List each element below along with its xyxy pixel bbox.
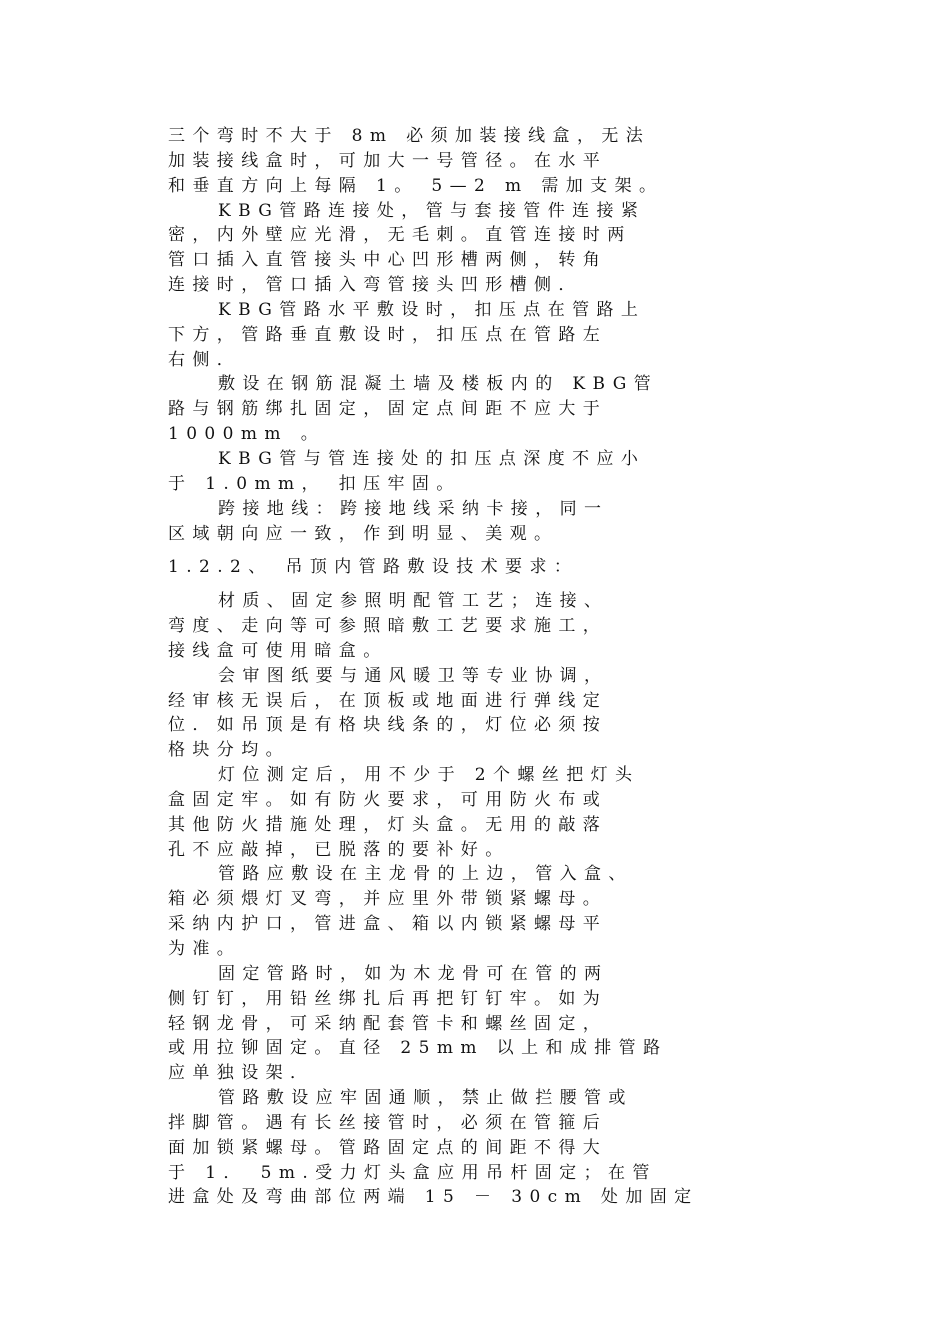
text-line: 应单独设架． bbox=[168, 1063, 315, 1084]
text-line: 侧钉钉，用铅丝绑扎后再把钉钉牢。如为 bbox=[168, 988, 608, 1009]
text-line: KBG管路水平敷设时，扣压点在管路上 bbox=[218, 299, 646, 320]
text-line: 为准。 bbox=[168, 939, 242, 959]
text-line: 进盒处及弯曲部位两端 15 － 30cm 处加固定 bbox=[168, 1187, 699, 1208]
text-line: 位．如吊顶是有格块线条的，灯位必须按 bbox=[168, 715, 608, 736]
text-line: 弯度、走向等可参照暗敷工艺要求施工， bbox=[168, 616, 608, 637]
text-line: 三个弯时不大于 8m 必须加装接线盒，无法 bbox=[168, 126, 651, 146]
text-line: 和垂直方向上每隔 1。 5—2 m 需加支架。 bbox=[168, 175, 664, 196]
text-line: 于 1． 5m.受力灯头盒应用吊杆固定；在管 bbox=[168, 1162, 657, 1183]
text-line: 其他防火措施处理，灯头盒。无用的敲落 bbox=[168, 814, 608, 835]
text-line: 路与钢筋绑扎固定，固定点间距不应大于 bbox=[168, 399, 608, 420]
section-heading: 1.2.2、 吊顶内管路敷设技术要求： bbox=[168, 557, 579, 578]
text-line: 1000mm 。 bbox=[168, 424, 326, 445]
text-line: 盒固定牢。如有防火要求，可用防火布或 bbox=[168, 789, 608, 810]
text-line: 管路应敷设在主龙骨的上边，管入盒、 bbox=[218, 864, 633, 885]
text-line: 管路敷设应牢固通顺，禁止做拦腰管或 bbox=[218, 1088, 633, 1109]
text-line: 区域朝向应一致，作到明显、美观。 bbox=[168, 523, 559, 544]
text-line: 或用拉铆固定。直径 25mm 以上和成排管路 bbox=[168, 1038, 668, 1059]
text-line: 拌脚管。遇有长丝接管时，必须在管箍后 bbox=[168, 1112, 608, 1133]
text-line: 敷设在钢筋混凝土墙及楼板内的 KBG管 bbox=[218, 374, 659, 395]
text-line: 灯位测定后，用不少于 2个螺丝把灯头 bbox=[218, 765, 640, 786]
text-line: 于 1.0mm， 扣压牢固。 bbox=[168, 473, 461, 494]
text-line: 管口插入直管接头中心凹形槽两侧，转角 bbox=[168, 250, 608, 271]
text-line: 接线盒可使用暗盒。 bbox=[168, 640, 388, 661]
text-line: 连接时，管口插入弯管接头凹形槽侧． bbox=[168, 275, 583, 296]
text-line: 采纳内护口，管进盒、箱以内锁紧螺母平 bbox=[168, 914, 608, 935]
text-line: 会审图纸要与通风暖卫等专业协调， bbox=[218, 665, 609, 686]
text-line: 孔不应敲掉，已脱落的要补好。 bbox=[168, 839, 510, 860]
text-line: 加装接线盒时，可加大一号管径。在水平 bbox=[168, 150, 608, 171]
text-line: 面加锁紧螺母。管路固定点的间距不得大 bbox=[168, 1137, 608, 1158]
text-line: KBG管与管连接处的扣压点深度不应小 bbox=[218, 448, 646, 469]
text-line: 跨接地线：跨接地线采纳卡接，同一 bbox=[218, 498, 609, 519]
text-line: 右侧． bbox=[168, 349, 242, 370]
text-line: KBG管路连接处，管与套接管件连接紧 bbox=[218, 200, 646, 221]
text-line: 格块分均。 bbox=[168, 740, 290, 761]
text-line: 固定管路时，如为木龙骨可在管的两 bbox=[218, 963, 609, 984]
text-line: 材质、固定参照明配管工艺；连接、 bbox=[218, 591, 609, 612]
text-line: 密，内外壁应光滑，无毛刺。直管连接时两 bbox=[168, 225, 632, 246]
text-line: 下方，管路垂直敷设时，扣压点在管路左 bbox=[168, 324, 608, 345]
text-line: 经审核无误后，在顶板或地面进行弹线定 bbox=[168, 690, 608, 711]
text-line: 轻钢龙骨，可采纳配套管卡和螺丝固定， bbox=[168, 1013, 608, 1034]
document-body bbox=[168, 124, 768, 1210]
text-line: 箱必须煨灯叉弯，并应里外带锁紧螺母。 bbox=[168, 889, 608, 910]
